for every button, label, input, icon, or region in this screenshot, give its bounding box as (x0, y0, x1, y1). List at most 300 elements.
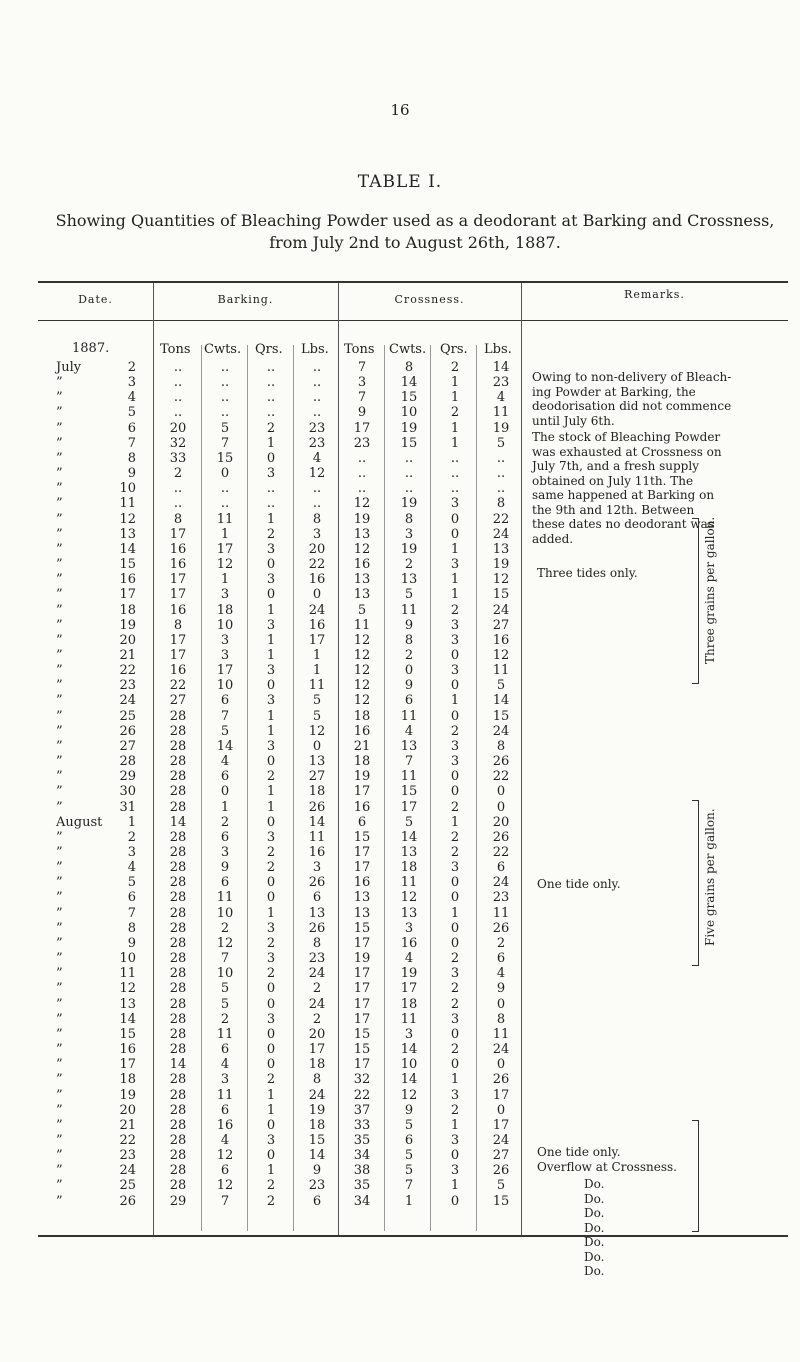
date-day-cell: 7 (127, 435, 136, 451)
crossness-cwts-cell: 5 (404, 587, 414, 603)
barking-lbs-cell: 26 (308, 799, 326, 815)
barking-qrs-cell: 3 (266, 466, 276, 482)
crossness-tons-cell: 16 (353, 799, 371, 815)
barking-cwts-cell: 1 (220, 526, 230, 542)
remark-line: same happened at Barking on (532, 488, 715, 502)
date-month-cell: ” (56, 572, 63, 588)
crossness-lbs-cell: 0 (496, 1102, 506, 1118)
barking-lbs-cell: 16 (308, 845, 326, 860)
crossness-lbs-cell: 26 (492, 1072, 510, 1088)
crossness-cwts-cell: 3 (404, 920, 414, 936)
crossness-tons-cell: 17 (353, 784, 371, 800)
date-month-cell: ” (56, 860, 63, 876)
barking-qrs-cell: 1 (266, 435, 276, 451)
barking-cwts-cell: 10 (216, 905, 234, 921)
barking-lbs-cell: 23 (308, 420, 326, 436)
date-day-cell: 9 (127, 466, 136, 482)
date-month-cell: ” (56, 602, 63, 618)
crossness-qrs-cell: 0 (450, 1148, 460, 1164)
crossness-lbs-cell: 14 (492, 360, 510, 375)
date-day-cell: 15 (119, 1026, 136, 1042)
date-month-cell: ” (56, 557, 63, 573)
barking-tons-cell: 8 (173, 617, 183, 633)
barking-lbs-cell: 3 (312, 860, 322, 876)
crossness-tons-cell: 15 (353, 920, 371, 936)
barking-qrs-cell: 0 (266, 1042, 276, 1058)
crossness-tons-cell: 19 (353, 951, 371, 967)
crossness-lbs-cell: 5 (496, 1178, 506, 1194)
crossness-qrs-cell: 3 (450, 1163, 460, 1179)
barking-cwts-cell: .. (220, 496, 230, 512)
barking-tons-cell: 27 (169, 693, 187, 709)
barking-tons-cell: 16 (169, 602, 187, 618)
barking-cwts-cell: 4 (220, 1132, 230, 1148)
crossness-lbs-cell: 8 (496, 1011, 506, 1027)
date-day-cell: 11 (119, 966, 136, 982)
crossness-lbs-column (481, 360, 521, 1209)
barking-cwts-cell: 12 (216, 1148, 234, 1164)
crossness-tons-cell: 19 (353, 769, 371, 785)
barking-lbs-cell: 5 (312, 693, 322, 709)
crossness-lbs-cell: 8 (496, 738, 506, 754)
date-day-cell: 4 (127, 390, 136, 406)
crossness-cwts-cell: 0 (404, 663, 414, 679)
barking-tons-cell: 28 (169, 920, 187, 936)
date-day-cell: 1 (127, 814, 136, 830)
crossness-cwts-column (389, 360, 429, 1209)
crossness-qrs-cell: 1 (450, 541, 460, 557)
date-day-cell: 3 (127, 845, 136, 860)
barking-cwts-cell: 11 (216, 1026, 234, 1042)
date-month-cell: ” (56, 1193, 63, 1209)
date-month-column (56, 360, 110, 1209)
date-month-cell: ” (56, 541, 63, 557)
barking-cwts-cell: 6 (220, 1102, 230, 1118)
barking-lbs-cell: 11 (308, 829, 326, 845)
barking-tons-cell: 28 (169, 754, 187, 770)
barking-tons-cell: 28 (169, 723, 187, 739)
date-day-cell: 16 (119, 572, 136, 588)
crossness-qrs-cell: 2 (450, 799, 460, 815)
table-subtitle (40, 210, 790, 254)
date-month-cell: ” (56, 966, 63, 982)
crossness-lbs-cell: 26 (492, 1163, 510, 1179)
date-month-cell: ” (56, 450, 63, 466)
crossness-qrs-cell: 2 (450, 829, 460, 845)
date-day-cell: 19 (119, 1087, 136, 1103)
barking-cwts-cell: 5 (220, 723, 230, 739)
crossness-cwts-cell: 19 (400, 420, 418, 436)
date-month-cell: ” (56, 375, 63, 391)
brace-three-grains (692, 518, 699, 684)
date-day-cell: 2 (127, 829, 136, 845)
barking-qrs-cell: .. (266, 375, 276, 391)
crossness-cwts-cell: 11 (400, 708, 418, 724)
crossness-qrs-cell: 2 (450, 1042, 460, 1058)
barking-qrs-cell: 1 (266, 511, 276, 527)
crossness-tons-cell: 34 (353, 1193, 371, 1209)
crossness-tons-cell: 15 (353, 1042, 371, 1058)
barking-qrs-cell: 1 (266, 784, 276, 800)
date-day-cell: 21 (119, 1117, 136, 1133)
barking-lbs-cell: 18 (308, 1117, 326, 1133)
crossness-cwts-cell: 16 (400, 935, 418, 951)
crossness-tons-cell: 11 (353, 617, 371, 633)
date-day-cell: 13 (119, 996, 136, 1012)
barking-lbs-cell: 12 (308, 723, 326, 739)
date-day-cell: 20 (119, 1102, 136, 1118)
crossness-qrs-cell: 3 (450, 557, 460, 573)
crossness-tons-cell: 16 (353, 875, 371, 891)
crossness-cwts-cell: .. (404, 466, 414, 482)
barking-qrs-cell: 0 (266, 890, 276, 906)
crossness-qrs-cell: 0 (450, 511, 460, 527)
barking-cwts-cell: 7 (220, 951, 230, 967)
date-month-cell: ” (56, 1011, 63, 1027)
date-day-cell: 8 (127, 450, 136, 466)
date-month-cell: ” (56, 845, 63, 860)
remark-line: July 7th, and a fresh supply (532, 459, 699, 473)
crossness-qrs-cell: 1 (450, 375, 460, 391)
crossness-lbs-cell: 11 (492, 405, 510, 421)
barking-lbs-cell: 1 (312, 663, 322, 679)
crossness-tons-cell: 35 (353, 1132, 371, 1148)
crossness-lbs-cell: 6 (496, 860, 506, 876)
crossness-qrs-cell: 3 (450, 1011, 460, 1027)
remark-ditto: Do. (584, 1235, 605, 1249)
barking-tons-cell: 28 (169, 738, 187, 754)
crossness-qrs-cell: 3 (450, 496, 460, 512)
barking-tons-cell: 28 (169, 951, 187, 967)
crossness-lbs-cell: 15 (492, 1193, 510, 1209)
crossness-cwts-cell: 7 (404, 754, 414, 770)
crossness-lbs-cell: 5 (496, 678, 506, 694)
date-day-cell: 22 (119, 663, 136, 679)
date-month-cell: ” (56, 587, 63, 603)
barking-tons-cell: 28 (169, 1163, 187, 1179)
crossness-cwts-cell: 15 (400, 390, 418, 406)
crossness-cwts-cell: 14 (400, 829, 418, 845)
crossness-cwts-cell: 5 (404, 1163, 414, 1179)
date-day-cell: 18 (119, 1072, 136, 1088)
barking-lbs-cell: 26 (308, 875, 326, 891)
crossness-qrs-cell: 0 (450, 769, 460, 785)
barking-cwts-cell: .. (220, 481, 230, 497)
barking-cwts-cell: 0 (220, 466, 230, 482)
barking-lbs-cell: 23 (308, 435, 326, 451)
barking-tons-cell: 28 (169, 1011, 187, 1027)
barking-cwts-cell: 10 (216, 966, 234, 982)
barking-cwts-cell: 12 (216, 1178, 234, 1194)
date-day-cell: 29 (119, 769, 136, 785)
crossness-cwts-cell: 14 (400, 1072, 418, 1088)
crossness-cwts-cell: 9 (404, 617, 414, 633)
barking-qrs-divider (293, 345, 294, 1231)
barking-lbs-cell: 15 (308, 1132, 326, 1148)
date-month-cell: ” (56, 1148, 63, 1164)
barking-qrs-cell: 3 (266, 693, 276, 709)
barking-lbs-cell: 4 (312, 450, 322, 466)
crossness-qrs-cell: 2 (450, 723, 460, 739)
crossness-qrs-cell: 2 (450, 981, 460, 997)
crossness-lbs-cell: 11 (492, 663, 510, 679)
crossness-qrs-cell: 2 (450, 405, 460, 421)
barking-qrs-cell: 0 (266, 875, 276, 891)
date-day-cell: 16 (119, 1042, 136, 1058)
crossness-tons-cell: 15 (353, 1026, 371, 1042)
crossness-cwts-cell: 6 (404, 1132, 414, 1148)
crossness-tons-column (342, 360, 382, 1209)
crossness-qrs-cell: 1 (450, 390, 460, 406)
crossness-lbs-cell: 9 (496, 981, 506, 997)
crossness-cwts-cell: 19 (400, 541, 418, 557)
crossness-qrs-cell: 0 (450, 875, 460, 891)
table-title: TABLE I. (357, 172, 443, 192)
crossness-tons-cell: 15 (353, 829, 371, 845)
crossness-qrs-cell: .. (450, 481, 460, 497)
crossness-cwts-cell: 7 (404, 1178, 414, 1194)
barking-qrs-cell: 3 (266, 738, 276, 754)
crossness-cwts-cell: 14 (400, 375, 418, 391)
barking-tons-cell: 17 (169, 647, 187, 663)
barking-qrs-cell: 2 (266, 966, 276, 982)
barking-qrs-cell: 2 (266, 845, 276, 860)
crossness-tons-cell: 12 (353, 678, 371, 694)
barking-qrs-cell: 1 (266, 602, 276, 618)
crossness-tons-cell: 7 (357, 390, 367, 406)
crossness-lbs-cell: 26 (492, 829, 510, 845)
subtitle-line-2: from July 2nd to August 26th, 1887. (269, 233, 561, 252)
remark-one-tide-2: One tide only. (537, 1145, 621, 1159)
crossness-cwts-cell: 8 (404, 632, 414, 648)
crossness-qrs-cell: 3 (450, 663, 460, 679)
date-day-cell: 3 (127, 375, 136, 391)
barking-lbs-cell: 19 (308, 1102, 326, 1118)
crossness-lbs-cell: 0 (496, 784, 506, 800)
date-month-cell: ” (56, 1026, 63, 1042)
crossness-cwts-cell: 12 (400, 890, 418, 906)
crossness-lbs-cell: 0 (496, 1057, 506, 1073)
crossness-tons-cell: 12 (353, 541, 371, 557)
barking-lbs-cell: 20 (308, 1026, 326, 1042)
crossness-lbs-cell: 8 (496, 496, 506, 512)
crossness-qrs-cell: 0 (450, 890, 460, 906)
crossness-qrs-cell: 1 (450, 587, 460, 603)
crossness-tons-cell: 17 (353, 845, 371, 860)
crossness-lbs-cell: 24 (492, 602, 510, 618)
crossness-cwts-cell: 8 (404, 360, 414, 375)
date-month-cell: ” (56, 481, 63, 497)
crossness-cwts-cell: 8 (404, 511, 414, 527)
crossness-cwts-cell: 13 (400, 572, 418, 588)
remark-one-tide-1: One tide only. (537, 877, 621, 891)
crossness-lbs-cell: 24 (492, 1042, 510, 1058)
crossness-qrs-cell: 2 (450, 845, 460, 860)
barking-tons-cell: 28 (169, 829, 187, 845)
crossness-qrs-cell: .. (450, 466, 460, 482)
barking-tons-cell: 28 (169, 1072, 187, 1088)
crossness-lbs-cell: 4 (496, 390, 506, 406)
date-day-cell: 14 (119, 1011, 136, 1027)
crossness-tons-cell: 12 (353, 496, 371, 512)
barking-lbs-cell: 20 (308, 541, 326, 557)
barking-qrs-cell: 0 (266, 557, 276, 573)
barking-lbs-cell: 13 (308, 754, 326, 770)
crossness-lbs-cell: 24 (492, 875, 510, 891)
barking-cwts-cell: 3 (220, 587, 230, 603)
crossness-lbs-cell: 12 (492, 647, 510, 663)
barking-tons-cell: 17 (169, 526, 187, 542)
barking-tons-cell: .. (173, 375, 183, 391)
crossness-qrs-cell: 3 (450, 738, 460, 754)
barking-qrs-cell: 3 (266, 829, 276, 845)
crossness-cwts-cell: 19 (400, 966, 418, 982)
barking-qrs-cell: 3 (266, 663, 276, 679)
date-month-cell: ” (56, 920, 63, 936)
crossness-tons-cell: 16 (353, 557, 371, 573)
barking-lbs-cell: 27 (308, 769, 326, 785)
crossness-cwts-cell: 5 (404, 1117, 414, 1133)
crossness-lbs-cell: 22 (492, 845, 510, 860)
crossness-lbs-cell: 26 (492, 920, 510, 936)
brace-five-grains (692, 800, 699, 966)
barking-lbs-cell: 24 (308, 602, 326, 618)
crossness-qrs-cell: 0 (450, 1193, 460, 1209)
barking-qrs-cell: .. (266, 405, 276, 421)
crossness-cwts-divider (430, 345, 431, 1231)
barking-lbs-cell: 16 (308, 617, 326, 633)
barking-lbs-cell: 24 (308, 966, 326, 982)
crossness-lbs-cell: 24 (492, 723, 510, 739)
date-month-cell: ” (56, 1042, 63, 1058)
barking-qrs-header: Qrs. (255, 342, 283, 357)
crossness-tons-cell: 13 (353, 526, 371, 542)
crossness-tons-cell: 17 (353, 420, 371, 436)
header-crossness: Crossness. (394, 293, 465, 306)
barking-lbs-cell: 17 (308, 632, 326, 648)
crossness-cwts-cell: 5 (404, 814, 414, 830)
barking-qrs-cell: 2 (266, 526, 276, 542)
date-day-column (112, 360, 136, 1209)
crossness-qrs-cell: 0 (450, 708, 460, 724)
crossness-lbs-cell: 27 (492, 1148, 510, 1164)
barking-tons-cell: 28 (169, 1148, 187, 1164)
brace-overflow (692, 1120, 699, 1232)
barking-qrs-cell: 3 (266, 920, 276, 936)
crossness-tons-cell: 9 (357, 405, 367, 421)
crossness-qrs-cell: 2 (450, 1102, 460, 1118)
barking-tons-header: Tons (160, 342, 191, 357)
date-month-cell: ” (56, 435, 63, 451)
crossness-lbs-cell: 26 (492, 754, 510, 770)
crossness-tons-cell: 35 (353, 1178, 371, 1194)
barking-qrs-cell: 1 (266, 1087, 276, 1103)
barking-tons-cell: 28 (169, 1178, 187, 1194)
crossness-tons-cell: 23 (353, 435, 371, 451)
crossness-lbs-cell: 0 (496, 996, 506, 1012)
barking-tons-cell: .. (173, 481, 183, 497)
date-day-cell: 28 (119, 754, 136, 770)
barking-tons-cell: 28 (169, 799, 187, 815)
crossness-lbs-cell: 14 (492, 693, 510, 709)
date-day-cell: 24 (119, 1163, 136, 1179)
barking-lbs-cell: 2 (312, 1011, 322, 1027)
crossness-lbs-cell: 17 (492, 1087, 510, 1103)
date-day-cell: 14 (119, 541, 136, 557)
barking-qrs-cell: 2 (266, 420, 276, 436)
date-month-cell: ” (56, 496, 63, 512)
crossness-tons-cell: 16 (353, 723, 371, 739)
barking-lbs-cell: .. (312, 481, 322, 497)
crossness-qrs-cell: 0 (450, 935, 460, 951)
crossness-tons-cell: 12 (353, 647, 371, 663)
date-day-cell: 9 (127, 935, 136, 951)
crossness-qrs-cell: 0 (450, 1026, 460, 1042)
barking-qrs-cell: 2 (266, 935, 276, 951)
crossness-cwts-header: Cwts. (389, 342, 427, 357)
subtitle-line-1: Showing Quantities of Bleaching Powder used as a deodorant at Barking and Crossness, (55, 211, 775, 230)
crossness-tons-cell: 37 (353, 1102, 371, 1118)
barking-lbs-cell: 8 (312, 511, 322, 527)
barking-cwts-cell: 3 (220, 845, 230, 860)
barking-cwts-cell: 7 (220, 708, 230, 724)
barking-tons-cell: 29 (169, 1193, 187, 1209)
barking-qrs-cell: .. (266, 481, 276, 497)
barking-qrs-column (251, 360, 291, 1209)
crossness-qrs-cell: 0 (450, 920, 460, 936)
date-month-cell: ” (56, 420, 63, 436)
barking-cwts-cell: 17 (216, 541, 234, 557)
crossness-tons-cell: 13 (353, 905, 371, 921)
crossness-tons-cell: .. (357, 481, 367, 497)
barking-lbs-cell: 0 (312, 587, 322, 603)
barking-qrs-cell: 1 (266, 1102, 276, 1118)
barking-qrs-cell: 0 (266, 996, 276, 1012)
barking-tons-cell: 14 (169, 1057, 187, 1073)
barking-cwts-cell: 11 (216, 890, 234, 906)
crossness-cwts-cell: 11 (400, 769, 418, 785)
crossness-qrs-cell: 1 (450, 1178, 460, 1194)
date-month-cell: ” (56, 905, 63, 921)
crossness-cwts-cell: 5 (404, 1148, 414, 1164)
date-day-cell: 5 (127, 875, 136, 891)
barking-cwts-cell: 9 (220, 860, 230, 876)
crossness-tons-cell: 19 (353, 511, 371, 527)
barking-qrs-cell: 0 (266, 678, 276, 694)
table-bottom-rule (38, 1235, 788, 1237)
remark-ditto: Do. (584, 1249, 605, 1264)
barking-cwts-cell: .. (220, 405, 230, 421)
date-day-cell: 30 (119, 784, 136, 800)
date-month-cell: ” (56, 405, 63, 421)
barking-lbs-cell: 6 (312, 1193, 322, 1209)
crossness-tons-cell: 18 (353, 754, 371, 770)
barking-qrs-cell: 0 (266, 1026, 276, 1042)
date-day-cell: 26 (119, 1193, 136, 1209)
barking-lbs-cell: 16 (308, 572, 326, 588)
barking-tons-divider (201, 345, 202, 1231)
header-remarks: Remarks. (624, 288, 685, 301)
barking-qrs-cell: 0 (266, 450, 276, 466)
crossness-tons-cell: .. (357, 450, 367, 466)
barking-lbs-cell: 26 (308, 920, 326, 936)
barking-cwts-cell: 6 (220, 875, 230, 891)
crossness-tons-cell: 32 (353, 1072, 371, 1088)
barking-cwts-cell: 11 (216, 511, 234, 527)
crossness-tons-cell: 12 (353, 663, 371, 679)
crossness-qrs-cell: 0 (450, 678, 460, 694)
barking-lbs-cell: 14 (308, 814, 326, 830)
